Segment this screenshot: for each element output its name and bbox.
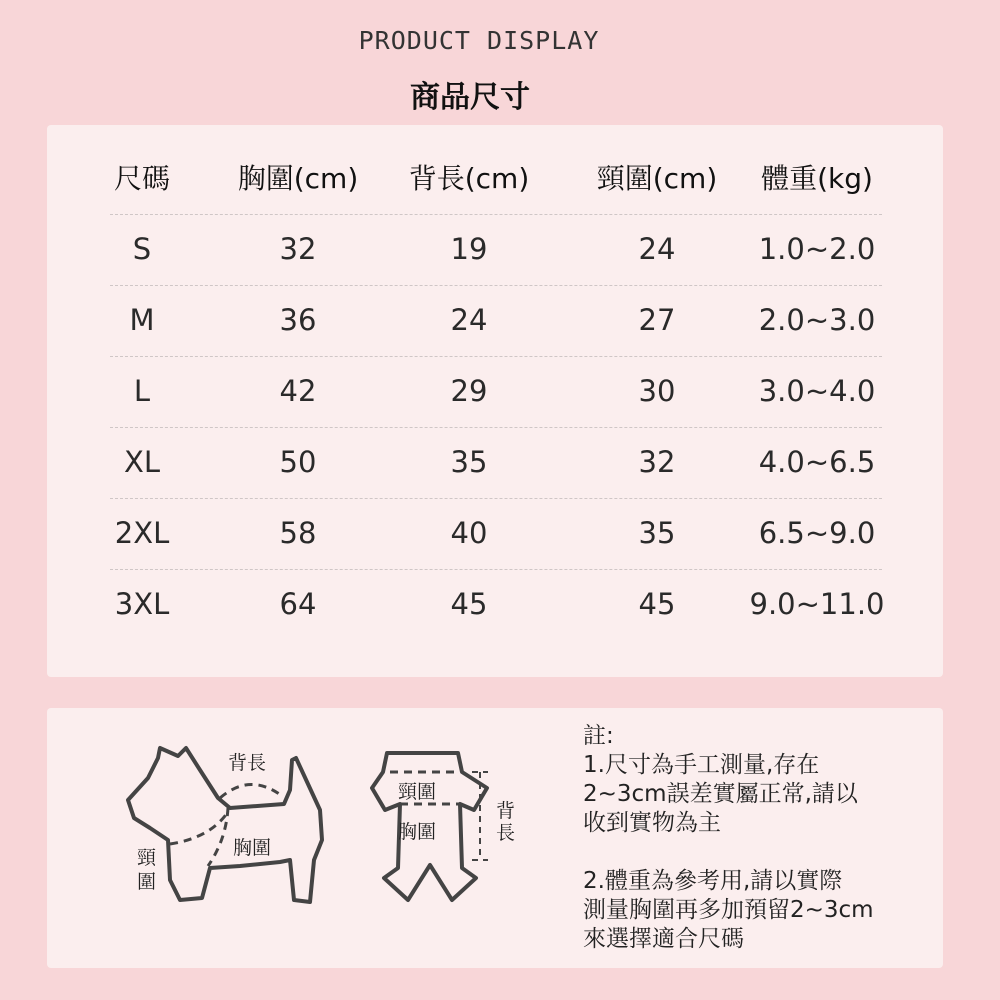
note-line: 測量胸圍再多加預留2~3cm	[583, 897, 874, 923]
table-cell: 9.0~11.0	[749, 587, 885, 621]
column-header: 胸圍(cm)	[237, 162, 359, 195]
dog-chest-label: 胸圍	[233, 837, 272, 859]
table-cell: 32	[279, 232, 317, 266]
table-cell: 3.0~4.0	[758, 374, 876, 408]
table-row	[110, 285, 882, 357]
column-header: 背長(cm)	[408, 162, 530, 195]
table-row	[110, 427, 882, 499]
table-cell: XL	[123, 445, 161, 479]
note-line	[583, 838, 874, 867]
table-cell: S	[132, 232, 152, 266]
cloth-neck-label: 頸圍	[398, 781, 437, 803]
table-cell: 24	[450, 303, 488, 337]
table-cell: 1.0~2.0	[758, 232, 876, 266]
table-cell: M	[129, 303, 155, 337]
table-row	[110, 498, 882, 570]
table-row	[110, 214, 882, 286]
column-header: 體重(kg)	[761, 162, 873, 195]
note-line: 來選擇適合尺碼	[583, 926, 744, 952]
table-cell: 35	[638, 516, 676, 550]
column-header: 尺碼	[113, 162, 171, 195]
back-length-line	[220, 784, 282, 798]
table-cell: 35	[450, 445, 488, 479]
table-cell: 27	[638, 303, 676, 337]
neck-line	[170, 812, 228, 844]
eyebrow-text: PRODUCT DISPLAY	[358, 26, 600, 55]
table-cell: 24	[638, 232, 676, 266]
note-line: 2~3cm誤差實屬正常,請以	[583, 781, 858, 807]
dog-neck-label: 頸圍	[137, 847, 157, 893]
table-cell: 45	[450, 587, 488, 621]
table-row	[110, 569, 885, 640]
table-cell: 3XL	[114, 587, 170, 621]
table-cell: 36	[279, 303, 317, 337]
note-line: 註:	[583, 723, 614, 749]
table-cell: 40	[450, 516, 488, 550]
column-header: 頸圍(cm)	[596, 162, 718, 195]
note-line: 收到實物為主	[583, 810, 721, 836]
table-cell: 58	[279, 516, 317, 550]
table-cell: 32	[638, 445, 676, 479]
cloth-back-label: 背長	[496, 800, 516, 844]
table-cell: 45	[638, 587, 676, 621]
table-cell: 30	[638, 374, 676, 408]
table-cell: 6.5~9.0	[758, 516, 876, 550]
table-header	[110, 143, 882, 215]
table-cell: 19	[450, 232, 488, 266]
note-line: 2.體重為參考用,請以實際	[583, 868, 843, 894]
table-cell: 2.0~3.0	[758, 303, 876, 337]
page-title: 商品尺寸	[410, 80, 530, 115]
measurement-diagram	[100, 700, 540, 960]
dog-back-label: 背長	[228, 752, 267, 774]
table-row	[110, 356, 882, 428]
table-cell: 64	[279, 587, 317, 621]
note-line: 1.尺寸為手工測量,存在	[583, 752, 820, 778]
table-cell: L	[133, 374, 151, 408]
table-cell: 42	[279, 374, 317, 408]
cloth-chest-label: 胸圍	[398, 821, 437, 843]
table-cell: 4.0~6.5	[758, 445, 876, 479]
table-cell: 50	[279, 445, 317, 479]
table-cell: 29	[450, 374, 488, 408]
notes	[583, 722, 874, 954]
table-cell: 2XL	[114, 516, 170, 550]
